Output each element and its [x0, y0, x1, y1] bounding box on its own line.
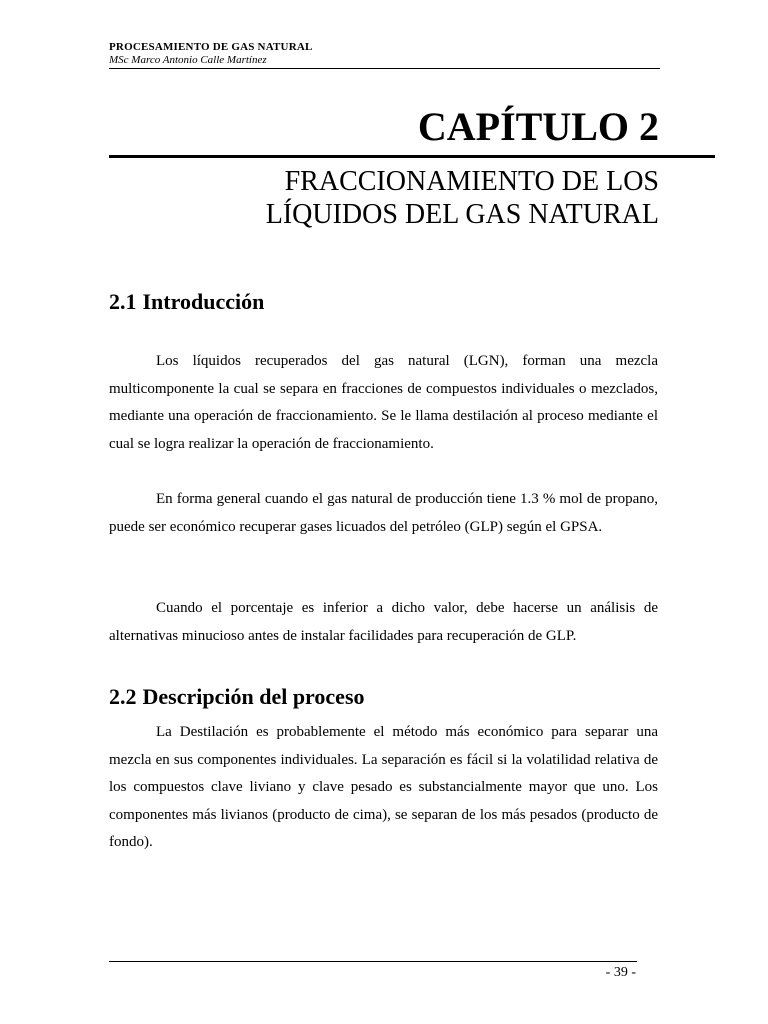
chapter-rule — [109, 155, 715, 158]
paragraph: Los líquidos recuperados del gas natural (LGN), forman una mezcla multicomponente la cual se separa en fracciones de compuestos individuales o mezclados, mediante una operación de fraccionamiento. Se le llama destilación al proceso mediante el cual se logra realizar la operación de fraccionamiento. — [109, 353, 658, 452]
section-number: 2.1 — [109, 289, 137, 314]
header-rule — [109, 68, 660, 69]
page-number: - 39 - — [605, 965, 636, 980]
header-author: MSc Marco Antonio Calle Martínez — [109, 54, 267, 66]
header-title: PROCESAMIENTO DE GAS NATURAL — [109, 41, 313, 53]
section-title: Descripción del proceso — [142, 684, 365, 709]
running-header — [109, 40, 660, 67]
chapter-title-line-1: FRACCIONAMIENTO DE LOS — [284, 166, 659, 197]
paragraph: En forma general cuando el gas natural de producción tiene 1.3 % mol de propano, puede ser económico recuperar gases licuados del petróleo (GLP) según el GPSA. — [109, 491, 658, 535]
section-heading-descripcion — [109, 684, 365, 710]
paragraph: Cuando el porcentaje es inferior a dicho valor, debe hacerse un análisis de alternativas minucioso antes de instalar facilidades para recuperación de GLP. — [109, 600, 658, 644]
footer-rule — [109, 961, 637, 962]
chapter-title-line-2: LÍQUIDOS DEL GAS NATURAL — [265, 199, 659, 230]
section-title: Introducción — [142, 289, 265, 314]
chapter-label: CAPÍTULO 2 — [417, 104, 659, 149]
chapter-title — [139, 165, 659, 231]
paragraph: La Destilación es probablemente el método más económico para separar una mezcla en sus componentes individuales. La separación es fácil si la volatilidad relativa de los compuestos clave liviano y clave pesado es substancialmente mayor que uno. Los componentes más livianos (producto de cima), se separan de los más pesados (producto de fondo). — [109, 724, 658, 850]
section-number: 2.2 — [109, 684, 137, 709]
section-heading-introduccion — [109, 289, 264, 315]
